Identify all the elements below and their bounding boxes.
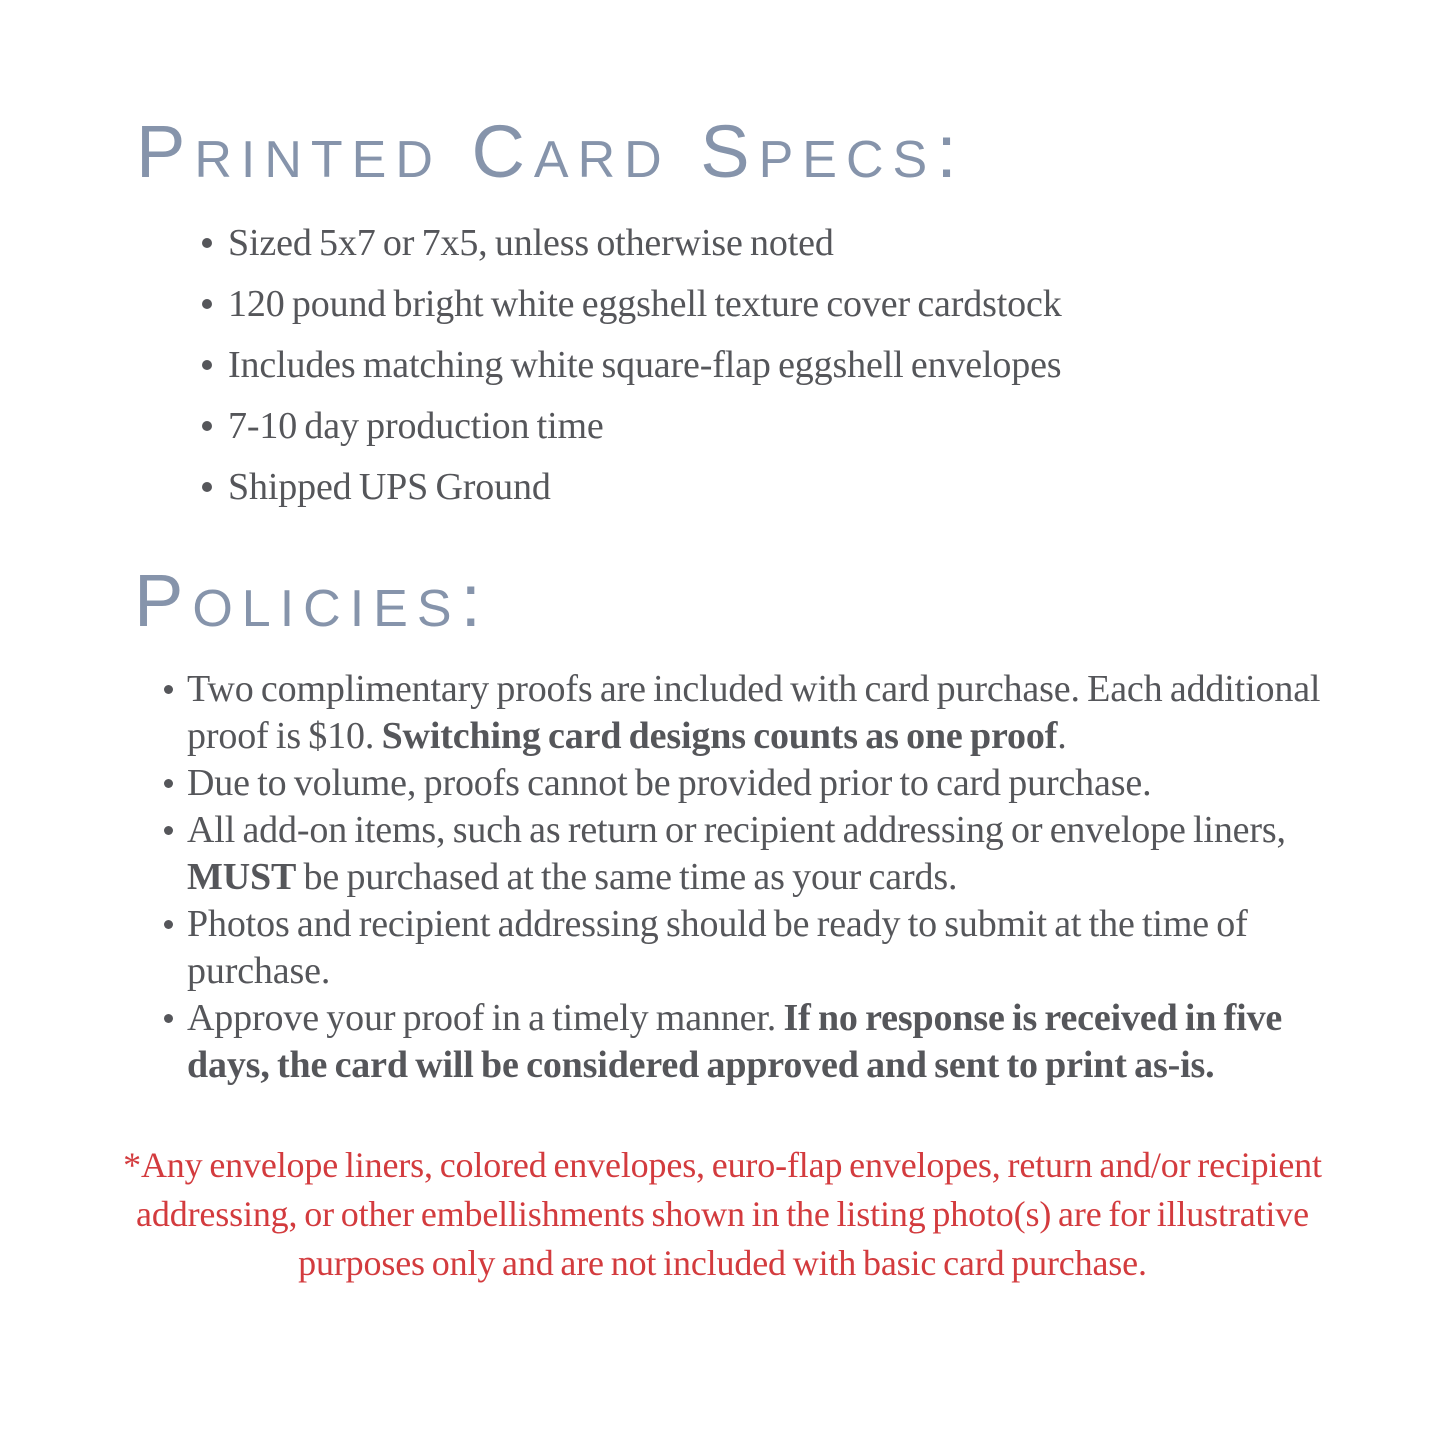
policy-item-text xyxy=(187,995,1347,1089)
spec-item xyxy=(202,213,1445,274)
spec-item xyxy=(202,396,1445,457)
bullet-dot-icon xyxy=(164,779,173,788)
spec-item xyxy=(202,457,1445,518)
bullet-dot-icon xyxy=(164,826,173,835)
policies-list xyxy=(0,666,1445,1089)
policy-item xyxy=(164,666,1445,760)
policy-text-bold: Switching card designs counts as one proof xyxy=(381,715,1058,757)
bullet-dot-icon xyxy=(202,299,212,309)
policy-item xyxy=(164,760,1445,807)
bullet-dot-icon xyxy=(202,482,212,492)
spec-item-text: Includes matching white square-flap eggshell envelopes xyxy=(228,344,1062,386)
policy-item xyxy=(164,807,1445,901)
policy-item-text xyxy=(187,901,1337,995)
policy-text-regular: Due to volume, proofs cannot be provided prior to card purchase. xyxy=(187,762,1152,804)
policy-text-regular: be purchased at the same time as your cards. xyxy=(296,856,958,898)
disclaimer-note: *Any envelope liners, colored envelopes, euro-flap envelopes, return and/or recipient addressing, or other embellishments shown in the listing photo(s) are for illustrative purposes only and are not included with basic card purchase. xyxy=(123,1145,1322,1283)
spec-item xyxy=(202,274,1445,335)
policy-item-text xyxy=(187,666,1399,760)
policy-text-regular: . xyxy=(1057,715,1067,757)
bullet-dot-icon xyxy=(202,421,212,431)
policies-heading: Policies: xyxy=(134,559,491,642)
policy-item-text xyxy=(187,807,1399,901)
policy-text-regular: All add-on items, such as return or recipient addressing or envelope liners, xyxy=(187,809,1286,851)
policy-text-regular: Approve your proof in a timely manner. xyxy=(187,997,784,1039)
specs-heading: Printed Card Specs: xyxy=(136,110,966,193)
bullet-dot-icon xyxy=(202,238,212,248)
bullet-dot-icon xyxy=(164,1014,173,1023)
policy-text-bold: If no response is received in five days, the card will be considered approved and sent to print as-is. xyxy=(187,997,1283,1086)
policy-text-bold: MUST xyxy=(187,856,297,898)
spec-item-text: 7-10 day production time xyxy=(228,405,604,447)
spec-item xyxy=(202,335,1445,396)
policy-text-regular: Two complimentary proofs are included with card purchase. Each additional proof is $10. xyxy=(187,668,1321,757)
policy-item xyxy=(164,995,1445,1089)
spec-item-text: Sized 5x7 or 7x5, unless otherwise noted xyxy=(228,222,834,264)
specs-list xyxy=(0,213,1445,518)
bullet-dot-icon xyxy=(164,685,173,694)
spec-item-text: Shipped UPS Ground xyxy=(228,466,551,508)
policy-item-text xyxy=(187,760,1151,807)
policy-text-regular: Photos and recipient addressing should be ready to submit at the time of purchase. xyxy=(187,903,1248,992)
spec-item-text: 120 pound bright white eggshell texture cover cardstock xyxy=(228,283,1062,325)
bullet-dot-icon xyxy=(202,360,212,370)
policy-item xyxy=(164,901,1445,995)
bullet-dot-icon xyxy=(164,920,173,929)
